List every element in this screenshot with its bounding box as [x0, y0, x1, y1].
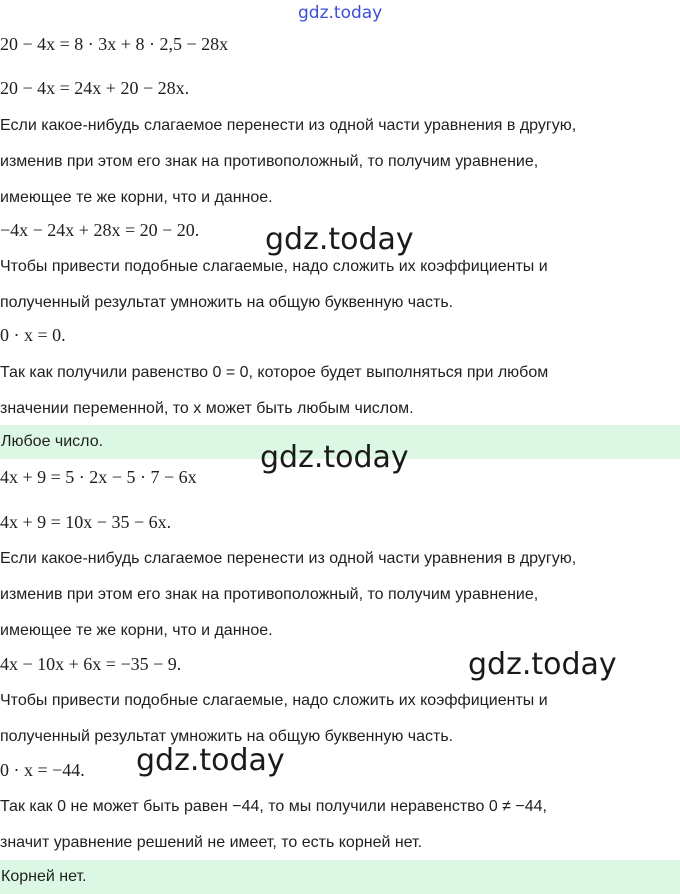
equation-2-2: 4x + 9 = 10x − 35 − 6x. [0, 512, 172, 532]
conclusion-text-1-1: Так как получили равенство 0 = 0, которое будет выполняться при любом [0, 364, 549, 381]
answer-box-2 [0, 860, 680, 894]
rule-text-2-1: Если какое-нибудь слагаемое перенести из одной части уравнения в другую, [0, 550, 577, 567]
answer-text-2: Корней нет. [1, 868, 87, 885]
watermark-4: gdz.today [136, 743, 285, 778]
equation-2-4: 0 · x = −44. [0, 760, 85, 780]
rule-text-1-2: изменив при этом его знак на противоположный, то получим уравнение, [0, 153, 539, 170]
watermark-2: gdz.today [260, 440, 409, 475]
equation-1-3: −4x − 24x + 28x = 20 − 20. [0, 220, 200, 240]
equation-2-3: 4x − 10x + 6x = −35 − 9. [0, 654, 182, 674]
watermark-3: gdz.today [468, 647, 617, 682]
answer-text-1: Любое число. [1, 433, 104, 450]
rule-text-2-3: имеющее те же корни, что и данное. [0, 622, 273, 639]
rule2-text-2-2: полученный результат умножить на общую буквенную часть. [0, 728, 454, 745]
conclusion-text-2-2: значит уравнение решений не имеет, то есть корней нет. [0, 834, 423, 851]
equation-1-1: 20 − 4x = 8 · 3x + 8 · 2,5 − 28x [0, 34, 229, 54]
conclusion-text-1-2: значении переменной, то x может быть любым числом. [0, 400, 414, 417]
rule-text-2-2: изменив при этом его знак на противоположный, то получим уравнение, [0, 586, 539, 603]
rule-text-1-3: имеющее те же корни, что и данное. [0, 189, 273, 206]
equation-2-1: 4x + 9 = 5 · 2x − 5 · 7 − 6x [0, 467, 197, 487]
conclusion-text-2-1: Так как 0 не может быть равен −44, то мы получили неравенство 0 ≠ −44, [0, 798, 547, 815]
rule-text-1-1: Если какое-нибудь слагаемое перенести из одной части уравнения в другую, [0, 117, 577, 134]
equation-1-4: 0 · x = 0. [0, 325, 66, 345]
equation-1-2: 20 − 4x = 24x + 20 − 28x. [0, 78, 190, 98]
rule2-text-1-1: Чтобы привести подобные слагаемые, надо сложить их коэффициенты и [0, 258, 548, 275]
watermark-1: gdz.today [265, 222, 414, 257]
rule2-text-1-2: полученный результат умножить на общую буквенную часть. [0, 294, 454, 311]
watermark-top: gdz.today [298, 3, 383, 23]
rule2-text-2-1: Чтобы привести подобные слагаемые, надо сложить их коэффициенты и [0, 692, 548, 709]
